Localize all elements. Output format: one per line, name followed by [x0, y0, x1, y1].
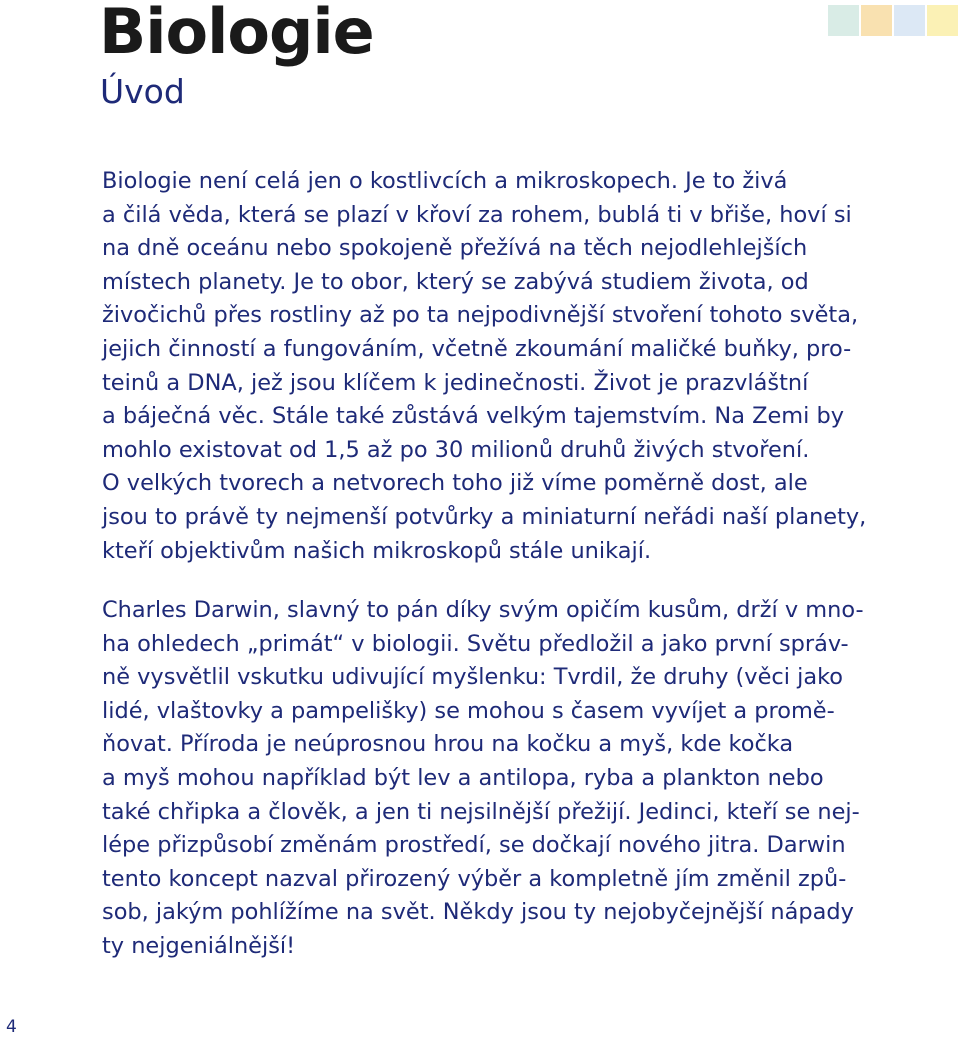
text-line: také chřipka a člověk, a jen ti nejsilnější přežijí. Jedinci, kteří se nej-	[102, 798, 860, 825]
text-line: mohlo existovat od 1,5 až po 30 milionů druhů živých stvoření.	[102, 436, 810, 463]
page-subtitle: Úvod	[100, 72, 185, 111]
paragraph-intro	[102, 165, 960, 568]
text-line: a čilá věda, která se plazí v křoví za rohem, bublá ti v břiše, hoví si	[102, 201, 852, 228]
paragraph-darwin	[102, 594, 960, 964]
text-line: Charles Darwin, slavný to pán díky svým opičím kusům, drží v mno-	[102, 597, 864, 623]
color-swatch	[894, 5, 925, 36]
text-line: kteří objektivům našich mikroskopů stále unikají.	[102, 537, 652, 564]
text-line: ty nejgeniálnější!	[102, 932, 296, 959]
text-line: ňovat. Příroda je neúprosnou hrou na kočku a myš, kde kočka	[102, 731, 794, 758]
text-line: sob, jakým pohlížíme na svět. Někdy jsou ty nejobyčejnější nápady	[102, 899, 854, 926]
text-line: lépe přizpůsobí změnám prostředí, se dočkají nového jitra. Darwin	[102, 832, 846, 859]
text-line: ně vysvětlil vskutku udivující myšlenku: Tvrdil, že druhy (věci jako	[102, 664, 843, 691]
text-line: na dně oceánu nebo spokojeně přežívá na těch nejodlehlejších	[102, 235, 808, 262]
page-number: 4	[6, 1017, 17, 1037]
text-line: a myš mohou například být lev a antilopa, ryba a plankton nebo	[102, 764, 824, 791]
text-line: tento koncept nazval přirozený výběr a kompletně jím změnil způ-	[102, 865, 847, 892]
color-swatch	[861, 5, 892, 36]
page-title: Biologie	[99, 0, 374, 68]
color-swatches	[828, 5, 958, 36]
text-line: místech planety. Je to obor, který se zabývá studiem života, od	[102, 268, 809, 295]
text-line: O velkých tvorech a netvorech toho již víme poměrně dost, ale	[102, 470, 808, 497]
text-line: jejich činností a fungováním, včetně zkoumání maličké buňky, pro-	[102, 335, 852, 362]
color-swatch	[927, 5, 958, 36]
text-line: Biologie není celá jen o kostlivcích a mikroskopech. Je to živá	[102, 168, 788, 194]
text-line: lidé, vlaštovky a pampelišky) se mohou s časem vyvíjet a promě-	[102, 697, 835, 724]
text-line: teinů a DNA, jež jsou klíčem k jedinečnosti. Život je prazvláštní	[102, 369, 809, 396]
text-line: a báječná věc. Stále také zůstává velkým tajemstvím. Na Zemi by	[102, 403, 844, 430]
text-line: živočichů přes rostliny až po ta nejpodivnější stvoření tohoto světa,	[102, 302, 859, 329]
text-line: jsou to právě ty nejmenší potvůrky a miniaturní neřádi naší planety,	[102, 503, 867, 530]
text-line: ha ohledech „primát“ v biologii. Světu předložil a jako první správ-	[102, 630, 849, 657]
color-swatch	[828, 5, 859, 36]
